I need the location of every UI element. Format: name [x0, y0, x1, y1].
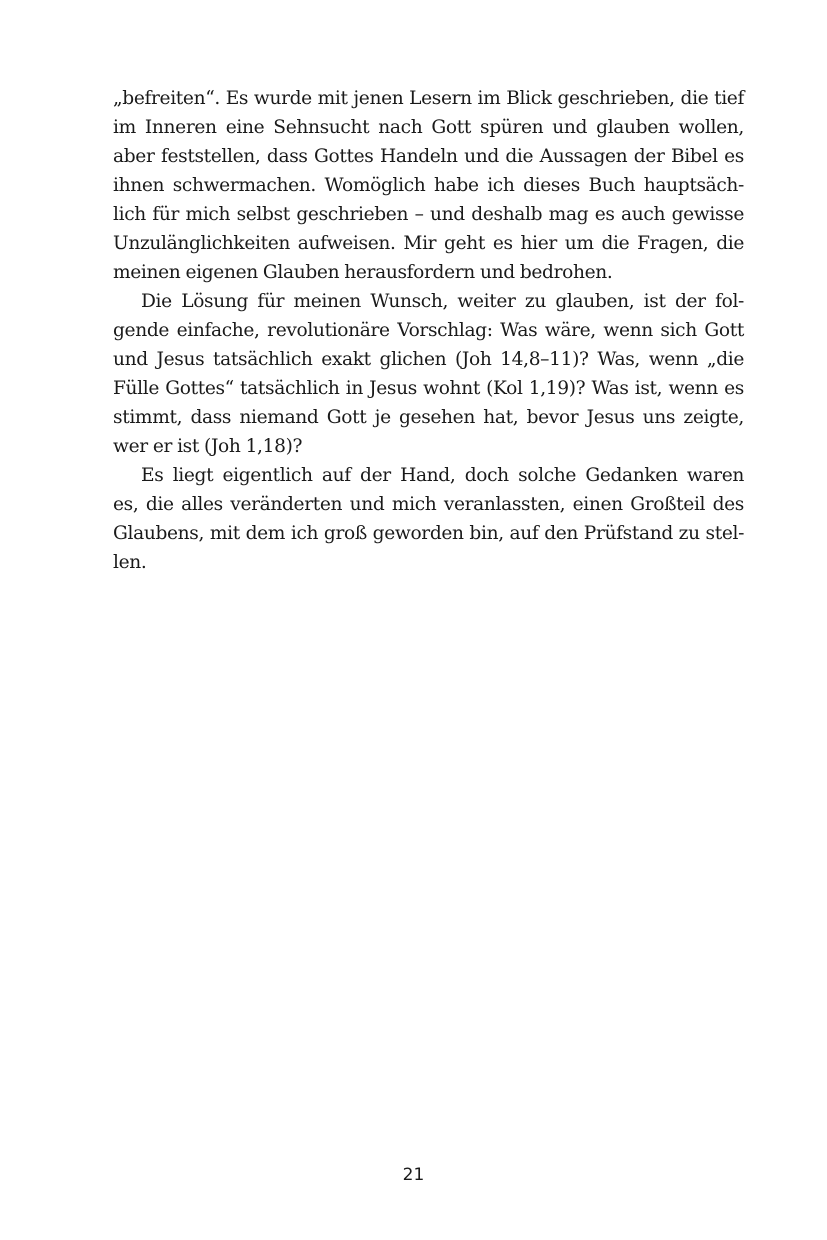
text-line: lich für mich selbst geschrieben – und deshalb mag es auch gewisse: [113, 204, 744, 225]
text-line: meinen eigenen Glauben herausfordern und bedrohen.: [113, 262, 613, 283]
paragraph-1: [113, 84, 744, 287]
paragraph-2: [113, 287, 744, 461]
text-line: Unzulänglichkeiten aufweisen. Mir geht es hier um die Fragen, die: [113, 233, 744, 254]
text-line: „befreiten“. Es wurde mit jenen Lesern im Blick geschrieben, die tief: [113, 88, 744, 109]
text-line: len.: [113, 552, 147, 573]
text-line: wer er ist (Joh 1,18)?: [113, 436, 303, 457]
page-number: 21: [402, 1165, 425, 1185]
text-line: ihnen schwermachen. Womöglich habe ich dieses Buch hauptsäch-: [113, 175, 744, 196]
text-line: Fülle Gottes“ tatsächlich in Jesus wohnt (Kol 1,19)? Was ist, wenn es: [113, 378, 744, 399]
paragraph-3: [113, 461, 744, 577]
text-line: es, die alles veränderten und mich veranlassten, einen Großteil des: [113, 494, 744, 515]
text-line: Glaubens, mit dem ich groß geworden bin, auf den Prüfstand zu stel-: [113, 523, 744, 544]
text-line: stimmt, dass niemand Gott je gesehen hat, bevor Jesus uns zeigte,: [113, 407, 744, 428]
body-text: [113, 84, 744, 577]
text-line: Es liegt eigentlich auf der Hand, doch solche Gedanken waren: [141, 465, 744, 486]
text-line: im Inneren eine Sehnsucht nach Gott spüren und glauben wollen,: [113, 117, 744, 138]
text-line: aber feststellen, dass Gottes Handeln und die Aussagen der Bibel es: [113, 146, 744, 167]
text-line: gende einfache, revolutionäre Vorschlag: Was wäre, wenn sich Gott: [113, 320, 744, 341]
text-line: Die Lösung für meinen Wunsch, weiter zu glauben, ist der fol-: [141, 291, 744, 312]
text-line: und Jesus tatsächlich exakt glichen (Joh 14,8–11)? Was, wenn „die: [113, 349, 744, 370]
